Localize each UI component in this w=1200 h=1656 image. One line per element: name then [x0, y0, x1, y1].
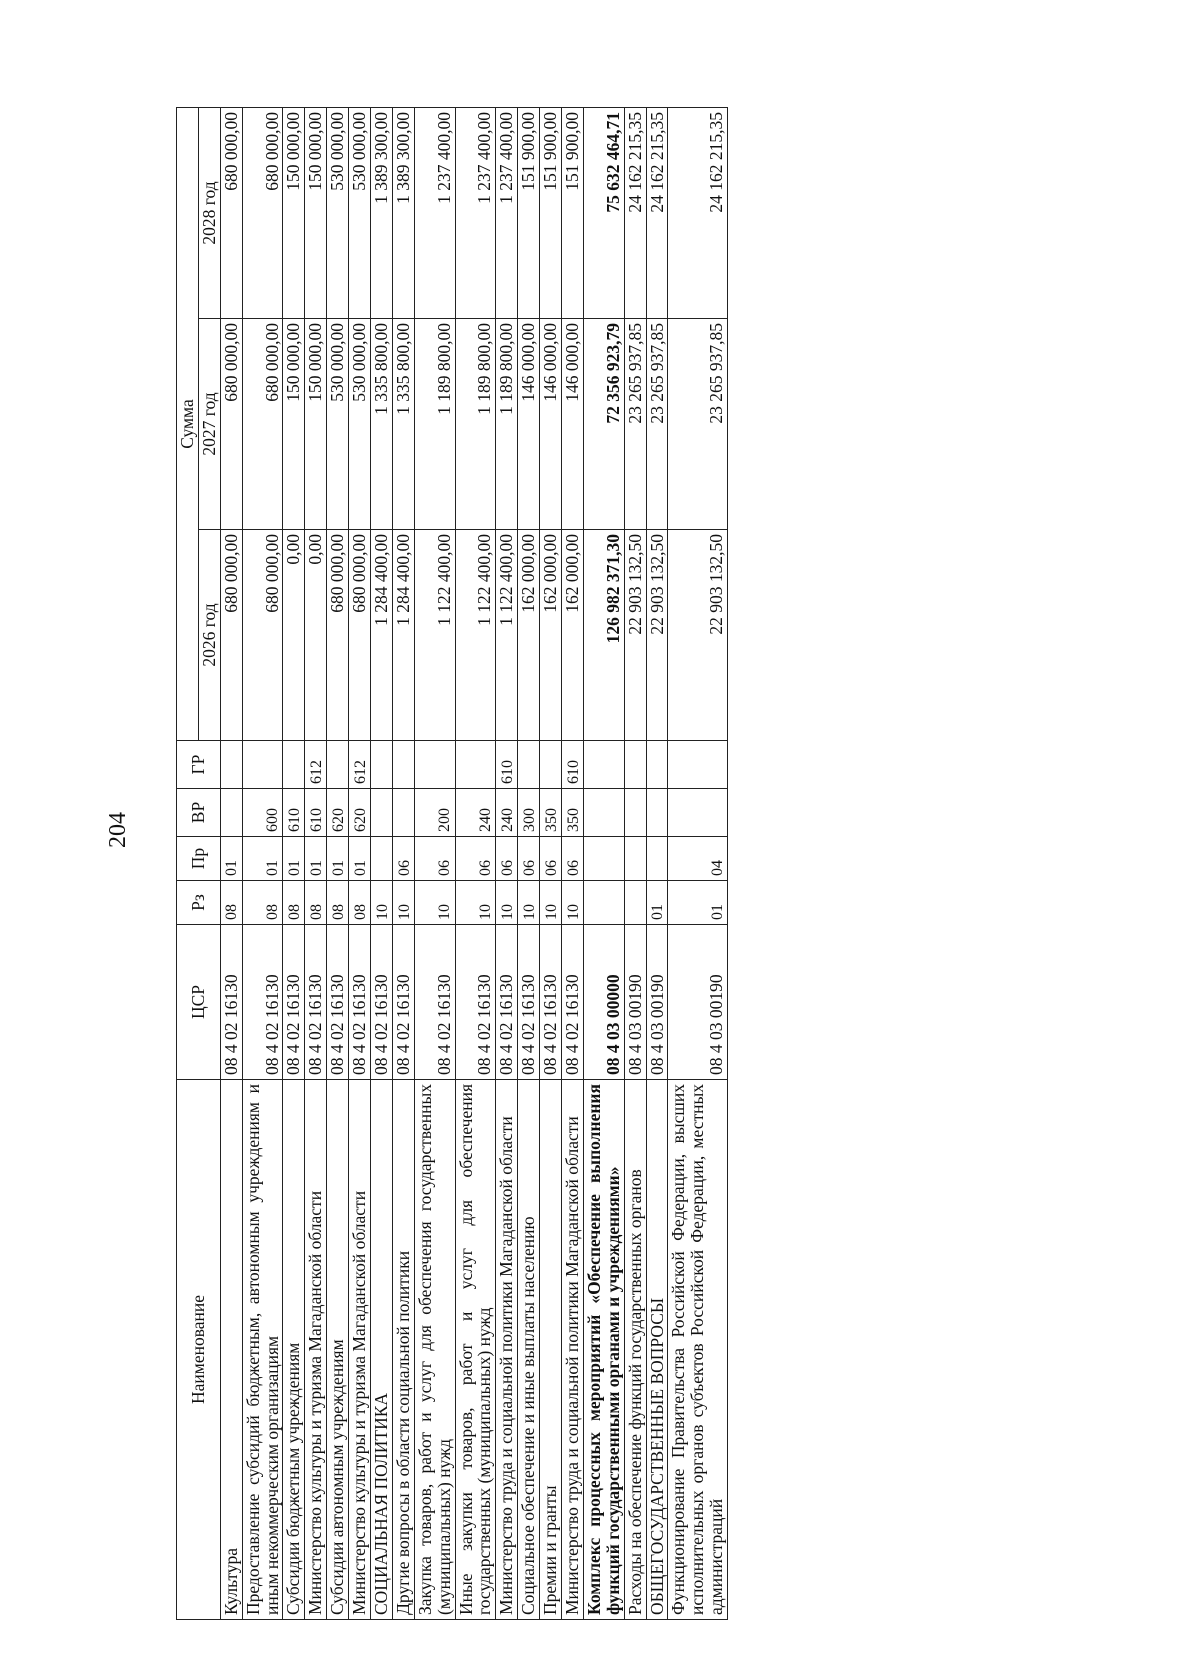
row-gr [371, 741, 393, 789]
row-sum-2027: 1 189 800,00 [455, 319, 496, 530]
table-row [242, 107, 283, 1619]
table-row [624, 107, 646, 1619]
row-csr: 08 4 02 16130 [455, 925, 496, 1080]
row-sum-2026: 1 122 400,00 [414, 530, 455, 741]
row-sum-2028: 75 632 464,71 [583, 107, 624, 318]
row-sum-2028: 1 389 300,00 [392, 107, 414, 318]
row-vr [371, 789, 393, 837]
row-csr: 08 4 02 16130 [392, 925, 414, 1080]
row-rz [624, 881, 646, 925]
row-csr: 08 4 03 00000 [583, 925, 624, 1080]
row-pr: 06 [392, 837, 414, 881]
row-name: Предоставление субсидий бюджетным, автономным учреждениям и иным некоммерческим организациям [242, 1080, 283, 1620]
row-sum-2026: 22 903 132,50 [624, 530, 646, 741]
row-gr [392, 741, 414, 789]
row-pr: 01 [349, 837, 371, 881]
row-gr [624, 741, 646, 789]
row-gr [242, 741, 283, 789]
row-csr: 08 4 03 00190 [624, 925, 646, 1080]
row-name: Расходы на обеспечение функций государственных органов [624, 1080, 646, 1620]
row-rz: 10 [455, 881, 496, 925]
row-sum-2028: 530 000,00 [327, 107, 349, 318]
row-name: Субсидии бюджетным учреждениям [283, 1080, 305, 1620]
row-vr [220, 789, 242, 837]
row-sum-2026: 162 000,00 [540, 530, 562, 741]
row-name: Культура [220, 1080, 242, 1620]
row-sum-2027: 1 189 800,00 [414, 319, 455, 530]
row-pr: 06 [455, 837, 496, 881]
table-row [283, 107, 305, 1619]
row-rz: 10 [496, 881, 518, 925]
row-rz: 08 [349, 881, 371, 925]
row-sum-2026: 1 284 400,00 [371, 530, 393, 741]
row-gr: 610 [496, 741, 518, 789]
row-gr [540, 741, 562, 789]
table-row [646, 107, 668, 1619]
row-sum-2027: 530 000,00 [327, 319, 349, 530]
header-vr: ВР [177, 789, 221, 837]
row-csr: 08 4 02 16130 [349, 925, 371, 1080]
table-row [540, 107, 562, 1619]
row-sum-2028: 24 162 215,35 [668, 107, 728, 318]
table-row [220, 107, 242, 1619]
row-pr: 06 [414, 837, 455, 881]
row-name: Премии и гранты [540, 1080, 562, 1620]
header-row [177, 107, 199, 1619]
row-sum-2026: 162 000,00 [562, 530, 584, 741]
row-name: Функционирование Правительства Российской Федерации, высших исполнительных органов субъектов Российской Федерации, местных администраций [668, 1080, 728, 1620]
row-sum-2028: 24 162 215,35 [624, 107, 646, 318]
row-gr [220, 741, 242, 789]
table-row [518, 107, 540, 1619]
table-row [414, 107, 455, 1619]
row-vr: 350 [562, 789, 584, 837]
row-sum-2026: 126 982 371,30 [583, 530, 624, 741]
row-name: Иные закупки товаров, работ и услуг для обеспечения государственных (муниципальных) нужд [455, 1080, 496, 1620]
row-pr: 06 [496, 837, 518, 881]
header-name: Наименование [177, 1080, 221, 1620]
row-sum-2027: 1 189 800,00 [496, 319, 518, 530]
table-row [496, 107, 518, 1619]
row-sum-2028: 150 000,00 [283, 107, 305, 318]
row-sum-2028: 1 237 400,00 [414, 107, 455, 318]
row-gr [414, 741, 455, 789]
row-sum-2027: 680 000,00 [220, 319, 242, 530]
row-sum-2028: 151 900,00 [518, 107, 540, 318]
row-gr [583, 741, 624, 789]
page-number: 204 [105, 812, 131, 848]
row-csr: 08 4 03 00190 [646, 925, 668, 1080]
row-rz: 10 [518, 881, 540, 925]
row-sum-2026: 162 000,00 [518, 530, 540, 741]
row-sum-2026: 680 000,00 [242, 530, 283, 741]
budget-table [176, 107, 728, 1620]
row-gr: 612 [305, 741, 327, 789]
row-gr [518, 741, 540, 789]
row-vr: 350 [540, 789, 562, 837]
row-sum-2027: 150 000,00 [305, 319, 327, 530]
row-csr: 08 4 02 16130 [327, 925, 349, 1080]
row-csr: 08 4 02 16130 [305, 925, 327, 1080]
row-pr: 01 [327, 837, 349, 881]
row-sum-2028: 150 000,00 [305, 107, 327, 318]
row-sum-2028: 1 389 300,00 [371, 107, 393, 318]
table-row [392, 107, 414, 1619]
row-pr: 01 [220, 837, 242, 881]
row-sum-2027: 1 335 800,00 [371, 319, 393, 530]
header-pr: Пр [177, 837, 221, 881]
row-sum-2028: 1 237 400,00 [455, 107, 496, 318]
row-sum-2027: 150 000,00 [283, 319, 305, 530]
row-pr: 06 [562, 837, 584, 881]
table-row [583, 107, 624, 1619]
row-pr: 01 [305, 837, 327, 881]
row-pr: 04 [668, 837, 728, 881]
row-sum-2027: 23 265 937,85 [624, 319, 646, 530]
header-year-2026: 2026 год [198, 530, 220, 741]
row-sum-2028: 151 900,00 [562, 107, 584, 318]
row-vr: 610 [283, 789, 305, 837]
row-name: СОЦИАЛЬНАЯ ПОЛИТИКА [371, 1080, 393, 1620]
row-sum-2026: 22 903 132,50 [668, 530, 728, 741]
row-gr: 612 [349, 741, 371, 789]
row-sum-2026: 1 122 400,00 [496, 530, 518, 741]
row-vr: 600 [242, 789, 283, 837]
row-vr [583, 789, 624, 837]
row-csr: 08 4 02 16130 [496, 925, 518, 1080]
row-name: Субсидии автономным учреждениям [327, 1080, 349, 1620]
row-rz: 10 [540, 881, 562, 925]
row-rz [583, 881, 624, 925]
row-vr: 200 [414, 789, 455, 837]
row-csr: 08 4 02 16130 [414, 925, 455, 1080]
row-rz: 10 [562, 881, 584, 925]
row-vr [646, 789, 668, 837]
row-sum-2027: 530 000,00 [349, 319, 371, 530]
row-sum-2026: 680 000,00 [327, 530, 349, 741]
row-rz: 10 [371, 881, 393, 925]
row-pr [646, 837, 668, 881]
row-vr [624, 789, 646, 837]
row-name: Министерство труда и социальной политики Магаданской области [562, 1080, 584, 1620]
row-sum-2028: 530 000,00 [349, 107, 371, 318]
row-rz: 08 [283, 881, 305, 925]
budget-table-container [176, 108, 1104, 1620]
row-name: Закупка товаров, работ и услуг для обеспечения государственных (муниципальных) нужд [414, 1080, 455, 1620]
row-csr: 08 4 02 16130 [562, 925, 584, 1080]
table-row [455, 107, 496, 1619]
row-name: Министерство труда и социальной политики Магаданской области [496, 1080, 518, 1620]
row-sum-2026: 0,00 [305, 530, 327, 741]
row-rz: 10 [392, 881, 414, 925]
row-vr: 240 [496, 789, 518, 837]
row-sum-2027: 146 000,00 [562, 319, 584, 530]
row-gr: 610 [562, 741, 584, 789]
row-vr [668, 789, 728, 837]
table-row [327, 107, 349, 1619]
row-name: Министерство культуры и туризма Магаданской области [349, 1080, 371, 1620]
table-body [220, 107, 727, 1619]
table-row [305, 107, 327, 1619]
row-sum-2027: 146 000,00 [540, 319, 562, 530]
row-csr: 08 4 02 16130 [220, 925, 242, 1080]
row-gr [327, 741, 349, 789]
row-sum-2028: 680 000,00 [220, 107, 242, 318]
row-gr [646, 741, 668, 789]
header-sum: Сумма [177, 107, 199, 740]
row-sum-2027: 680 000,00 [242, 319, 283, 530]
row-rz: 08 [220, 881, 242, 925]
row-gr [455, 741, 496, 789]
row-vr [392, 789, 414, 837]
row-csr: 08 4 02 16130 [283, 925, 305, 1080]
row-rz: 01 [646, 881, 668, 925]
row-name: ОБЩЕГОСУДАРСТВЕННЫЕ ВОПРОСЫ [646, 1080, 668, 1620]
row-pr [624, 837, 646, 881]
row-sum-2027: 72 356 923,79 [583, 319, 624, 530]
row-sum-2026: 1 122 400,00 [455, 530, 496, 741]
table-row [668, 107, 728, 1619]
row-sum-2028: 151 900,00 [540, 107, 562, 318]
row-csr: 08 4 02 16130 [242, 925, 283, 1080]
row-rz: 08 [242, 881, 283, 925]
row-sum-2026: 680 000,00 [349, 530, 371, 741]
row-name: Социальное обеспечение и иные выплаты населению [518, 1080, 540, 1620]
header-year-2028: 2028 год [198, 107, 220, 318]
row-pr: 01 [283, 837, 305, 881]
row-vr: 610 [305, 789, 327, 837]
row-vr: 620 [349, 789, 371, 837]
row-pr: 06 [518, 837, 540, 881]
row-sum-2026: 1 284 400,00 [392, 530, 414, 741]
row-rz: 10 [414, 881, 455, 925]
row-gr [283, 741, 305, 789]
row-name: Министерство культуры и туризма Магаданской области [305, 1080, 327, 1620]
row-pr [583, 837, 624, 881]
row-rz: 08 [305, 881, 327, 925]
row-sum-2026: 680 000,00 [220, 530, 242, 741]
row-csr: 08 4 02 16130 [518, 925, 540, 1080]
row-sum-2028: 680 000,00 [242, 107, 283, 318]
row-vr: 620 [327, 789, 349, 837]
row-vr: 300 [518, 789, 540, 837]
row-gr [668, 741, 728, 789]
row-sum-2028: 1 237 400,00 [496, 107, 518, 318]
row-sum-2027: 23 265 937,85 [646, 319, 668, 530]
header-csr: ЦСР [177, 925, 221, 1080]
row-rz: 08 [327, 881, 349, 925]
row-sum-2026: 0,00 [283, 530, 305, 741]
row-rz: 01 [668, 881, 728, 925]
row-pr: 06 [540, 837, 562, 881]
row-sum-2026: 22 903 132,50 [646, 530, 668, 741]
row-sum-2027: 1 335 800,00 [392, 319, 414, 530]
row-sum-2027: 23 265 937,85 [668, 319, 728, 530]
row-csr: 08 4 02 16130 [371, 925, 393, 1080]
row-pr: 01 [242, 837, 283, 881]
row-pr [371, 837, 393, 881]
header-year-2027: 2027 год [198, 319, 220, 530]
row-name: Комплекс процессных мероприятий «Обеспечение выполнения функций государственными органами и учреждениями» [583, 1080, 624, 1620]
header-gr: ГР [177, 741, 221, 789]
row-sum-2027: 146 000,00 [518, 319, 540, 530]
header-rz: Рз [177, 881, 221, 925]
row-name: Другие вопросы в области социальной политики [392, 1080, 414, 1620]
table-row [562, 107, 584, 1619]
row-sum-2028: 24 162 215,35 [646, 107, 668, 318]
row-vr: 240 [455, 789, 496, 837]
table-row [349, 107, 371, 1619]
table-row [371, 107, 393, 1619]
row-csr: 08 4 03 00190 [668, 925, 728, 1080]
row-csr: 08 4 02 16130 [540, 925, 562, 1080]
